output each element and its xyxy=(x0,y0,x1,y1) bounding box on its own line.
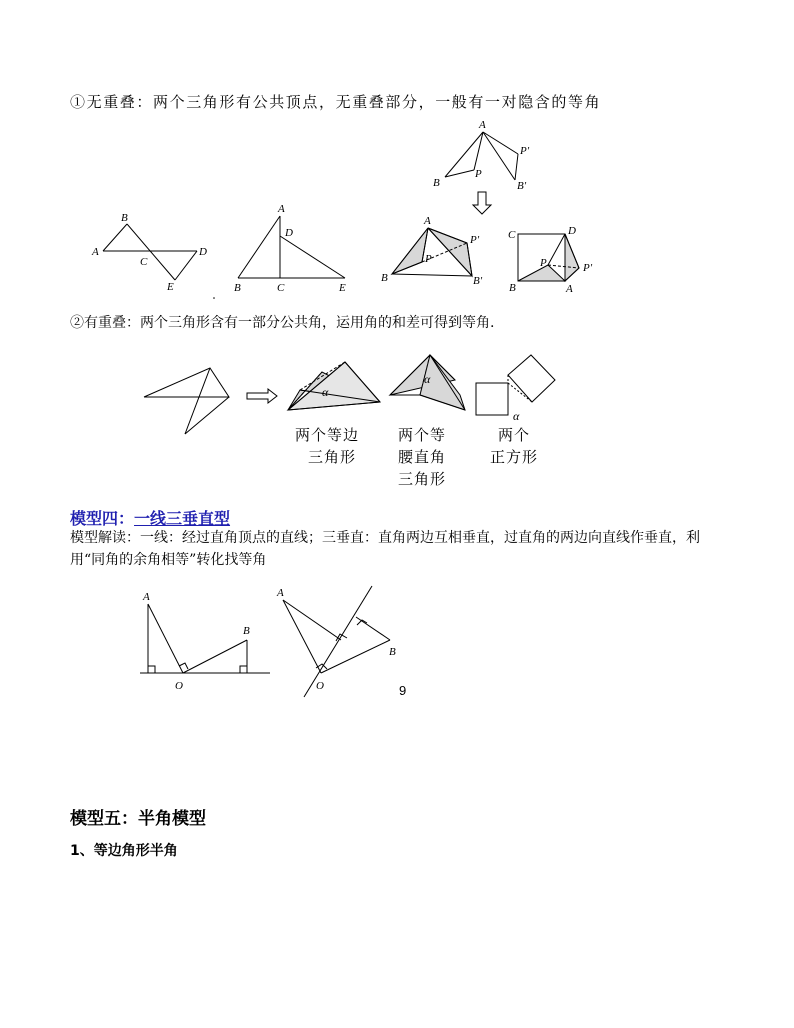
squares-overlap-figure xyxy=(476,355,555,423)
svg-text:B: B xyxy=(243,625,250,637)
model5-subtitle-1: 1、等边角形半角 xyxy=(70,843,178,859)
svg-text:两个等边: 两个等边 xyxy=(295,428,360,444)
svg-text:A: A xyxy=(566,283,573,295)
svg-text:A: A xyxy=(92,246,99,258)
model4-figure-left xyxy=(140,591,270,692)
model4-figures xyxy=(0,580,794,700)
model5-title: 模型五：半角模型 xyxy=(70,809,206,829)
model4-title-main: 一线三垂直型 xyxy=(134,509,231,528)
svg-text:B: B xyxy=(234,282,241,294)
svg-text:B: B xyxy=(121,212,128,224)
svg-text:P: P xyxy=(425,253,432,265)
svg-text:A: A xyxy=(278,203,285,215)
svg-text:A: A xyxy=(143,591,150,603)
svg-text:α: α xyxy=(513,409,520,423)
svg-text:B′: B′ xyxy=(473,275,483,287)
no-overlap-figures xyxy=(0,110,794,310)
overlap-simple-figure xyxy=(144,368,229,434)
svg-text:三角形: 三角形 xyxy=(398,472,447,488)
svg-text:E: E xyxy=(167,281,174,293)
shaded-rotation-figure xyxy=(381,215,483,287)
overlap-captions xyxy=(295,427,538,488)
no-overlap-description: ①无重叠：两个三角形有公共顶点，无重叠部分，一般有一对隐含的等角 xyxy=(70,93,602,111)
svg-text:P′: P′ xyxy=(583,262,593,274)
svg-text:正方形: 正方形 xyxy=(490,450,539,466)
svg-text:B: B xyxy=(381,272,388,284)
svg-text:P′: P′ xyxy=(470,234,480,246)
svg-text:D: D xyxy=(199,246,207,258)
svg-text:A: A xyxy=(277,587,284,599)
svg-text:E: E xyxy=(339,282,346,294)
right-triangles-figure xyxy=(213,203,346,299)
model4-explanation: 模型解读：一线：经过直角顶点的直线；三垂直：直角两边互相垂直，过直角的两边向直线作垂直，利用“同角的余角相等”转化找等角 xyxy=(70,530,700,568)
svg-text:两个: 两个 xyxy=(498,428,531,444)
isosceles-right-overlap-figure xyxy=(390,355,465,410)
svg-text:P: P xyxy=(475,168,482,180)
svg-text:A: A xyxy=(424,215,431,227)
model4-title xyxy=(70,506,230,529)
model4-title-prefix: 模型四： xyxy=(70,509,135,528)
svg-text:两个等: 两个等 xyxy=(398,428,447,444)
svg-text:C: C xyxy=(277,282,285,294)
svg-text:腰直角: 腰直角 xyxy=(398,450,447,466)
svg-text:O: O xyxy=(175,680,183,692)
svg-text:P′: P′ xyxy=(520,145,530,157)
square-rotation-figure xyxy=(508,225,593,295)
svg-text:D: D xyxy=(568,225,576,237)
page-number: 9 xyxy=(399,683,407,698)
bowtie-figure xyxy=(91,212,207,293)
overlap-figures xyxy=(0,345,794,495)
svg-text:B′: B′ xyxy=(517,180,527,192)
svg-text:D: D xyxy=(285,227,293,239)
svg-text:B: B xyxy=(433,177,440,189)
svg-text:B: B xyxy=(389,646,396,658)
model4-figure-right xyxy=(276,586,396,697)
down-arrow-icon xyxy=(473,192,491,214)
svg-text:B: B xyxy=(509,282,516,294)
rotation-figure-top xyxy=(433,119,530,192)
svg-text:α: α xyxy=(424,372,431,386)
svg-text:C: C xyxy=(140,256,148,268)
svg-text:O: O xyxy=(316,680,324,692)
right-arrow-icon xyxy=(247,389,277,403)
svg-text:A: A xyxy=(479,119,486,131)
svg-text:三角形: 三角形 xyxy=(308,450,357,466)
svg-text:α: α xyxy=(322,385,329,399)
svg-text:C: C xyxy=(508,229,516,241)
equilateral-overlap-figure xyxy=(288,362,380,410)
overlap-description: ②有重叠：两个三角形含有一部分公共角，运用角的和差可得到等角. xyxy=(70,315,495,331)
svg-text:P: P xyxy=(540,257,547,269)
